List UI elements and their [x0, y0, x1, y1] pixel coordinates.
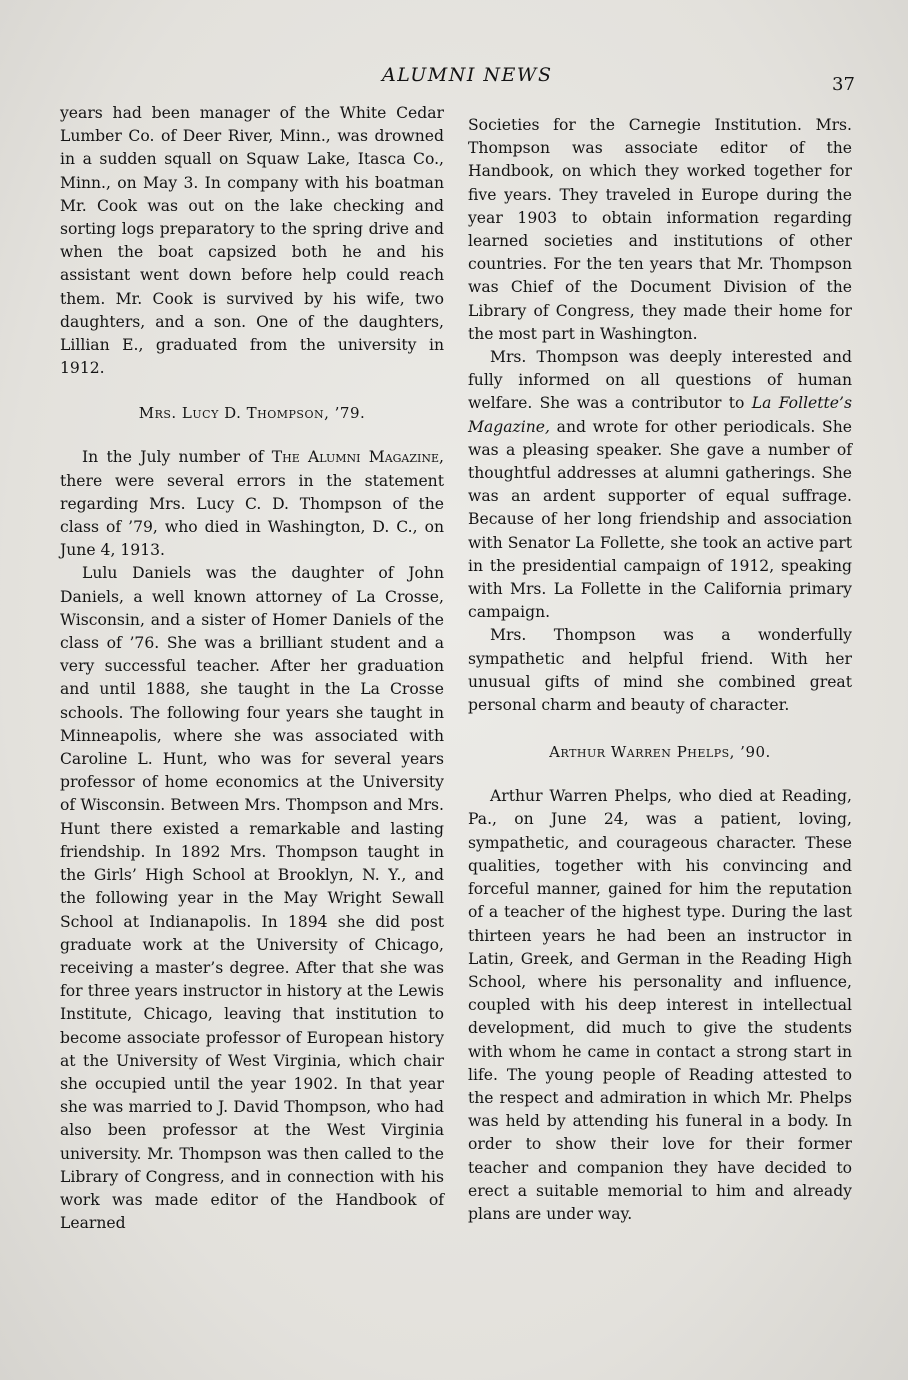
correction-text-end: , there were several errors in the statement regarding Mrs. Lucy C. D. Thompson of the class of ’79, who died in Washington, D. C., on June 4, 1913.: [60, 448, 444, 560]
friend-paragraph: Mrs. Thompson was a wonderfully sympathetic and helpful friend. With her unusual gifts of mind she combined great personal charm and beauty of character.: [468, 626, 852, 715]
phelps-paragraph: Arthur Warren Phelps, who died at Reading, Pa., on June 24, was a patient, loving, sympathetic, and courageous character. These qualities, together with his convincing and forceful manner, gained for him the reputation of a teacher of the highest type. During the last thirteen years he had been an instructor in Latin, Greek, and German in the Reading High School, where his personality and influence, coupled with his deep interest in intellectual development, did much to give the students with whom he came in contact a strong start in life. The young people of Reading attested to the respect and admiration in which Mr. Phelps was held by attending his funeral in a body. In order to show their love for their former teacher and companion they have decided to erect a suitable memorial to him and already plans are under way.: [468, 787, 852, 1223]
correction-text-start: In the July number of: [82, 448, 272, 467]
running-title: ALUMNI NEWS: [382, 64, 553, 86]
magazine-lafollette: La Follette’s Magazine,: [468, 394, 852, 436]
obituary-heading-phelps: Arthur Warren Phelps, ’90.: [549, 743, 771, 762]
interests-text-end: and wrote for other periodicals. She was a pleasing speaker. She gave a number of thoughtful addresses at alumni gatherings. She was an ardent supporter of equal suffrage. Because of her long friendship and association with Senator La Follette, she took an active part in the presidential campaign of 1912, speaking with Mrs. La Follette in the California primary campaign.: [468, 417, 852, 622]
biography-paragraph: Lulu Daniels was the daughter of John Daniels, a well known attorney of La Crosse, Wisconsin, and a sister of Homer Daniels of the class of ’76. She was a brilliant student and a very successful teacher. After her graduation and until 1888, she taught in the La Crosse schools. The following four years she taught in Minneapolis, where she was associated with Caroline L. Hunt, who was for several years professor of home economics at the University of Wisconsin. Between Mrs. Thompson and Mrs. Hunt there existed a remarkable and lasting friendship. In 1892 Mrs. Thompson taught in the Girls’ High School at Brooklyn, N. Y., and the following year in the May Wright Sewall School at Indianapolis. In 1894 she did post graduate work at the University of Chicago, receiving a master’s degree. After that she was for three years instructor in history at the Lewis Institute, Chicago, leaving that institution to become associate professor of European history at the University of West Virginia, which chair she occupied until the year 1902. In that year she was married to J. David Thompson, who had also been professor at the West Virginia university. Mr. Thompson was then called to the Library of Congress, and in connection with his work was made editor of the Handbook of Learned: [60, 564, 444, 1233]
interests-text-start: Mrs. Thompson was deeply interested and fully informed on all questions of human welfare. She was a contributor to: [468, 348, 852, 413]
page-number: 37: [832, 74, 855, 95]
magazine-name: The Alumni Magazine: [271, 448, 440, 467]
biography-continued-paragraph: Societies for the Carnegie Institution. Mrs. Thompson was associate editor of the Handbook, on which they worked together for five years. They traveled in Europe during the year 1903 to obtain information regarding learned societies and institutions of other countries. For the ten years that Mr. Thompson was Chief of the Document Division of the Library of Congress, they made their home for the most part in Washington.: [468, 116, 852, 343]
obituary-heading-thompson: Mrs. Lucy D. Thompson, ’79.: [138, 404, 366, 423]
interests-paragraph: [468, 346, 852, 624]
right-column: [468, 114, 852, 1226]
left-column: [60, 102, 444, 1235]
obituary-continued-paragraph: years had been manager of the White Cedar Lumber Co. of Deer River, Minn., was drowned in a sudden squall on Squaw Lake, Itasca Co., Minn., on May 3. In company with his boatman Mr. Cook was out on the lake checking and sorting logs preparatory to the spring drive and when the boat capsized both he and his assistant went down before help could reach them. Mr. Cook is survived by his wife, two daughters, and a son. One of the daughters, Lillian E., graduated from the university in 1912.: [60, 104, 444, 378]
running-header: [0, 64, 908, 94]
correction-paragraph: [60, 446, 444, 562]
